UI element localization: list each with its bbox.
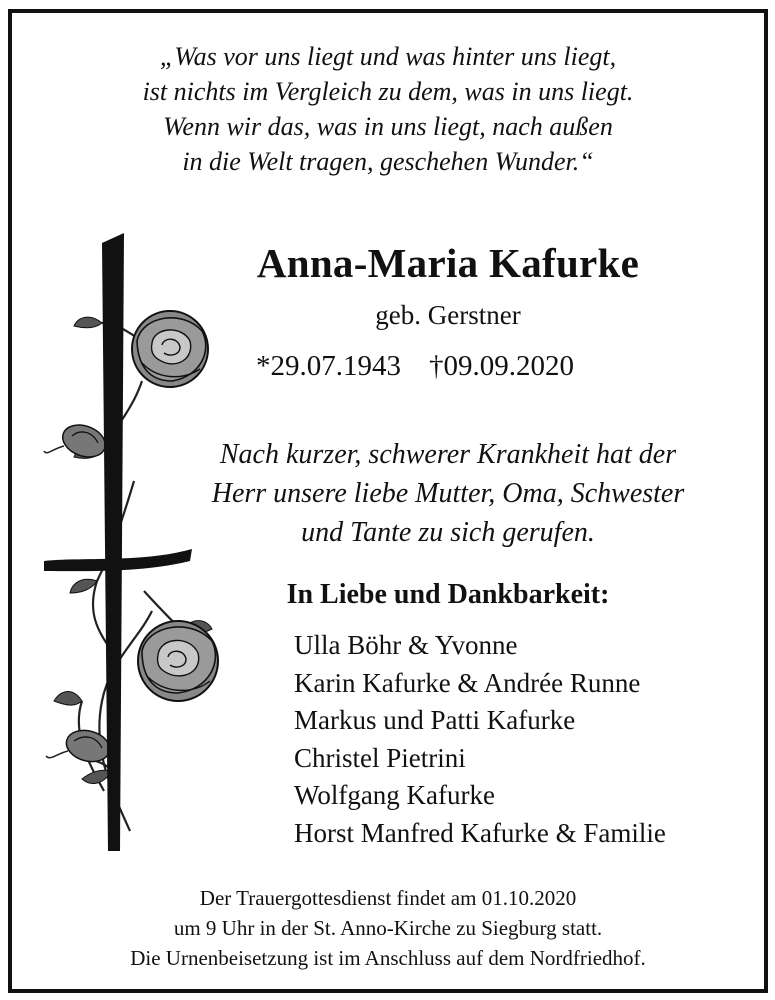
announcement-line: Herr unsere liebe Mutter, Oma, Schwester: [211, 478, 685, 509]
mourner-name: Ulla Böhr & Yvonne: [294, 630, 518, 660]
death-date: †09.09.2020: [429, 350, 574, 382]
rose-icon: [138, 621, 218, 701]
service-line: Die Urnenbeisetzung ist im Anschluss auf dem Nordfriedhof.: [130, 946, 646, 970]
mourner-name: Christel Pietrini: [294, 742, 466, 773]
mourner-name: Wolfgang Kafurke: [294, 780, 495, 810]
obituary-frame: [8, 9, 768, 993]
mourner-name: Markus und Patti Kafurke: [294, 705, 576, 735]
mourner-name: Horst Manfred Kafurke & Familie: [294, 817, 666, 848]
announcement-line: Nach kurzer, schwerer Krankheit hat der: [219, 439, 677, 470]
service-line: um 9 Uhr in der St. Anno-Kirche zu Siegburg statt.: [173, 916, 603, 940]
deceased-name: Anna-Maria Kafurke: [256, 240, 640, 286]
life-dates: [256, 350, 574, 383]
quote-line: ist nichts im Vergleich zu dem, was in uns liegt.: [142, 77, 634, 106]
mourner-name: Karin Kafurke & Andrée Runne: [294, 667, 641, 698]
mourners-heading: In Liebe und Dankbarkeit:: [286, 579, 610, 610]
quote-line: Wenn wir das, was in uns liegt, nach außen: [163, 112, 613, 141]
announcement-line: und Tante zu sich gerufen.: [301, 517, 595, 548]
mourners-list: [294, 627, 666, 852]
announcement: [132, 435, 764, 552]
birth-date: *29.07.1943: [256, 350, 401, 382]
quote-line: „Was vor uns liegt und was hinter uns liegt,: [159, 42, 617, 71]
quote-line: in die Welt tragen, geschehen Wunder.“: [182, 147, 594, 176]
service-info: [12, 883, 764, 973]
service-line: Der Trauergottesdienst findet am 01.10.2020: [199, 886, 577, 910]
maiden-name: geb. Gerstner: [375, 300, 521, 330]
quote: [12, 39, 764, 179]
